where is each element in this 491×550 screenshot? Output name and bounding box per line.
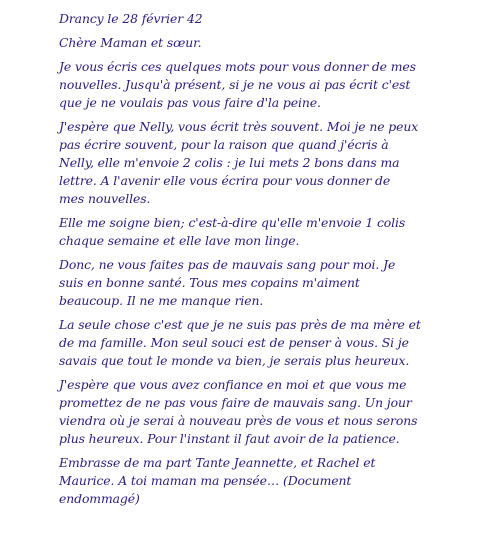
paragraph-line: suis en bonne santé. Tous mes copains m'aiment xyxy=(59,275,360,290)
paragraph-line: viendra où je serai à nouveau près de vous et nous serons xyxy=(59,413,418,428)
paragraph-line: Je vous écris ces quelques mots pour vous donner de mes xyxy=(59,59,416,74)
paragraph-line: chaque semaine et elle lave mon linge. xyxy=(59,233,300,248)
letter-date: Drancy le 28 février 42 xyxy=(59,11,203,26)
paragraph-4 xyxy=(59,256,473,310)
paragraph-line: La seule chose c'est que je ne suis pas près de ma mère et xyxy=(59,317,421,332)
paragraph-2 xyxy=(59,118,473,208)
paragraph-line: mes nouvelles. xyxy=(59,191,151,206)
paragraph-line: Elle me soigne bien; c'est-à-dire qu'elle m'envoie 1 colis xyxy=(59,215,406,230)
paragraph-line: J'espère que Nelly, vous écrit très souvent. Moi je ne peux xyxy=(59,119,419,134)
letter-salutation: Chère Maman et sœur. xyxy=(59,35,202,50)
paragraph-line: pas écrire souvent, pour la raison que quand j'écris à xyxy=(59,137,389,152)
paragraph-5 xyxy=(59,316,473,370)
paragraph-line: de ma famille. Mon seul souci est de penser à vous. Si je xyxy=(59,335,409,350)
paragraph-1 xyxy=(59,58,473,112)
paragraph-line: J'espère que vous avez confiance en moi et que vous me xyxy=(59,377,407,392)
paragraph-line: beaucoup. Il ne me manque rien. xyxy=(59,293,264,308)
paragraph-line: Embrasse de ma part Tante Jeannette, et Rachel et xyxy=(59,455,376,470)
paragraph-line: Donc, ne vous faites pas de mauvais sang pour moi. Je xyxy=(59,257,396,272)
paragraph-line: nouvelles. Jusqu'à présent, si je ne vous ai pas écrit c'est xyxy=(59,77,411,92)
paragraph-7 xyxy=(59,454,473,508)
paragraph-line: que je ne voulais pas vous faire d'la peine. xyxy=(59,95,321,110)
paragraph-line: lettre. A l'avenir elle vous écrira pour vous donner de xyxy=(59,173,391,188)
paragraph-3 xyxy=(59,214,473,250)
paragraph-line: plus heureux. Pour l'instant il faut avoir de la patience. xyxy=(59,431,400,446)
paragraph-line: promettez de ne pas vous faire de mauvais sang. Un jour xyxy=(59,395,412,410)
paragraph-line: endommagé) xyxy=(59,491,140,506)
paragraph-line: Nelly, elle m'envoie 2 colis : je lui mets 2 bons dans ma xyxy=(59,155,400,170)
paragraph-6 xyxy=(59,376,473,448)
paragraph-line: Maurice. A toi maman ma pensée… (Document xyxy=(59,473,352,488)
paragraph-line: savais que tout le monde va bien, je serais plus heureux. xyxy=(59,353,410,368)
